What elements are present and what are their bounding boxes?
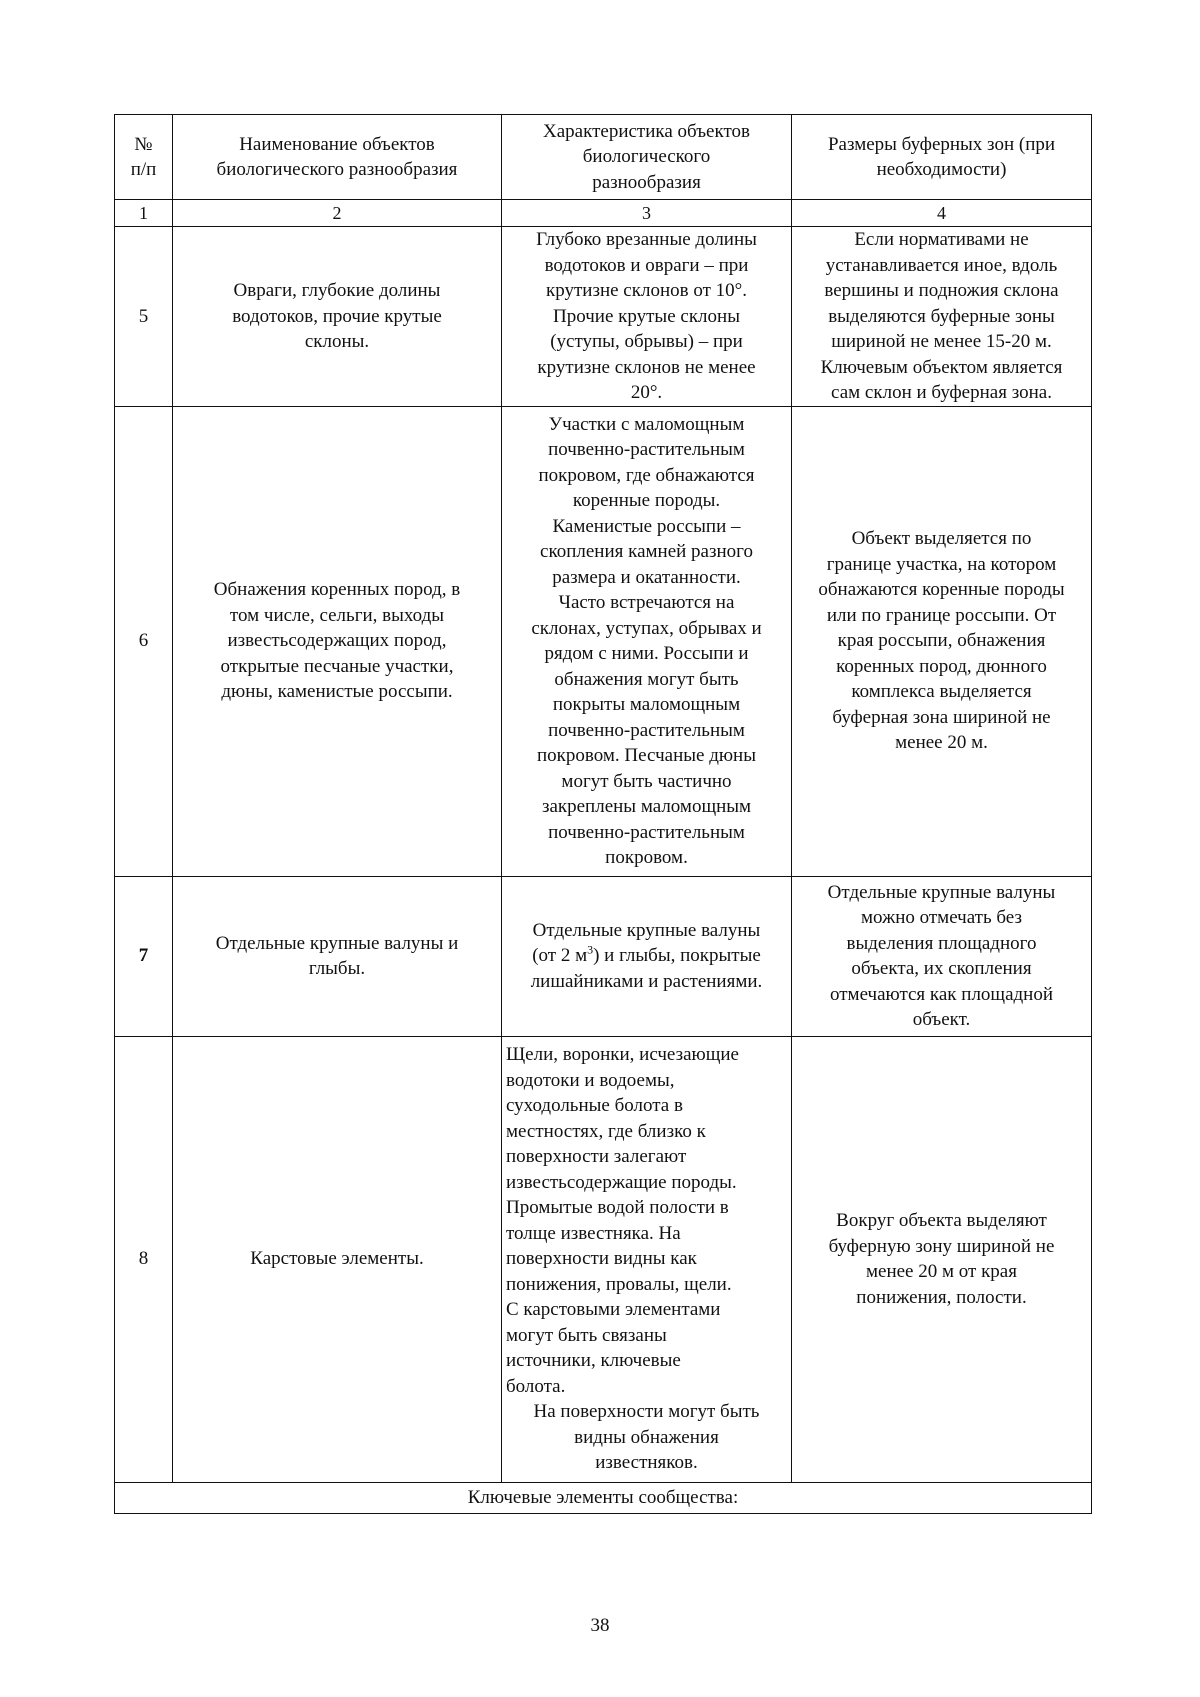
table-row (115, 876, 1092, 1036)
table-row (115, 1036, 1092, 1482)
row-number: 5 (115, 227, 173, 407)
row-number: 6 (115, 406, 173, 876)
characteristic-text-centered: На поверхности могут быть видны обнажения известняков. (533, 1401, 760, 1474)
key-elements-caption: Ключевые элементы сообщества: (115, 1482, 1092, 1513)
buffer-cell: Если нормативами не устанавливается иное, вдоль вершины и подножия склона выделяются буферные зоны шириной не менее 15-20 м. Ключевым объектом является сам склон и буферная зона. (792, 227, 1092, 407)
object-name-cell: Отдельные крупные валуны и глыбы. (173, 876, 502, 1036)
header-object-name: Наименование объектов биологического разнообразия (173, 115, 502, 200)
column-number: 3 (502, 200, 792, 227)
superscript-3: 3 (587, 942, 594, 957)
row-number: 7 (115, 876, 173, 1036)
object-name-cell: Карстовые элементы. (173, 1036, 502, 1482)
table-row (115, 227, 1092, 407)
row-number: 8 (115, 1036, 173, 1482)
object-name-cell: Овраги, глубокие долины водотоков, прочие крутые склоны. (173, 227, 502, 407)
object-name-cell: Обнажения коренных пород, в том числе, сельги, выходы известьсодержащих пород, открытые песчаные участки, дюны, каменистые россыпи. (173, 406, 502, 876)
column-number: 1 (115, 200, 173, 227)
characteristic-text: Отдельные крупные валуны (от 2 м (532, 919, 761, 967)
table-row (115, 406, 1092, 876)
header-row (115, 115, 1092, 200)
page-number: 38 (590, 1615, 610, 1636)
header-characteristic: Характеристика объектов биологического разнообразия (502, 115, 792, 200)
characteristic-text: ) и глыбы, покрытые лишайниками и растениями. (530, 945, 763, 992)
buffer-cell: Объект выделяется по границе участка, на котором обнажаются коренные породы или по границе россыпи. От края россыпи, обнажения коренных пород, дюнного комплекса выделяется буферная зона шириной не менее 20 м. (792, 406, 1092, 876)
header-buffer-size: Размеры буферных зон (при необходимости) (792, 115, 1092, 200)
characteristic-cell (502, 1036, 792, 1482)
column-number: 4 (792, 200, 1092, 227)
buffer-cell: Отдельные крупные валуны можно отмечать без выделения площадного объекта, их скопления отмечаются как площадной объект. (792, 876, 1092, 1036)
column-number: 2 (173, 200, 502, 227)
characteristic-text: Щели, воронки, исчезающие водотоки и водоемы, суходольные болота в местностях, где близко к поверхности залегают известьсодержащие породы. Промытые водой полости в толще известняка. На поверхности видны как понижения, провалы, щели. С карстовыми элементами могут быть связаны источники, ключевые болота. (506, 1044, 739, 1397)
characteristic-cell: Участки с маломощным почвенно-растительным покровом, где обнажаются коренные породы. Каменистые россыпи – скопления камней разного размера и окатанности. Часто встречаются на склонах, уступах, обрывах и рядом с ними. Россыпи и обнажения могут быть покрыты маломощным почвенно-растительным покровом. Песчаные дюны могут быть частично закреплены маломощным почвенно-растительным покровом. (502, 406, 792, 876)
biodiversity-table (114, 114, 1092, 1514)
column-number-row (115, 200, 1092, 227)
characteristic-cell: Глубоко врезанные долины водотоков и овраги – при крутизне склонов от 10°. Прочие крутые склоны (уступы, обрывы) – при крутизне склонов не менее 20°. (502, 227, 792, 407)
characteristic-cell (502, 876, 792, 1036)
buffer-cell: Вокруг объекта выделяют буферную зону шириной не менее 20 м от края понижения, полости. (792, 1036, 1092, 1482)
header-number: № п/п (115, 115, 173, 200)
footer-row (115, 1482, 1092, 1513)
